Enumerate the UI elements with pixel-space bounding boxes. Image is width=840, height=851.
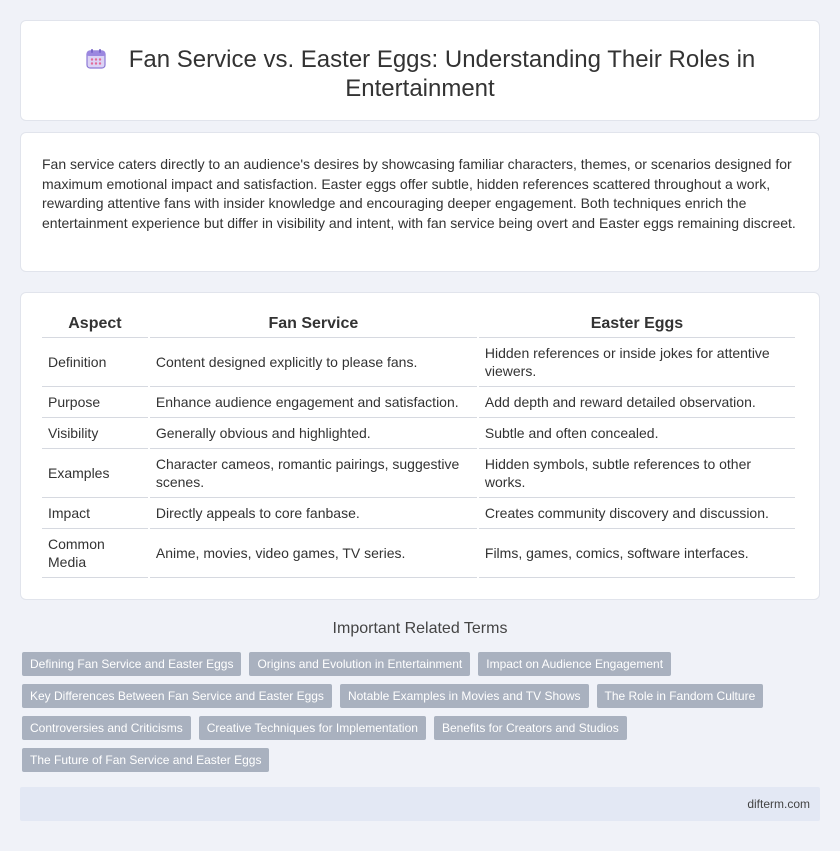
header-aspect: Aspect bbox=[42, 312, 148, 338]
tag-row bbox=[22, 652, 822, 684]
intro-card bbox=[20, 132, 820, 272]
table-row bbox=[42, 498, 795, 529]
related-term-tag[interactable]: Key Differences Between Fan Service and Easter Eggs bbox=[22, 684, 332, 708]
comparison-table-card bbox=[20, 292, 820, 600]
related-terms-list bbox=[22, 652, 822, 780]
cell-easter-eggs: Hidden references or inside jokes for attentive viewers. bbox=[479, 338, 795, 387]
calendar-icon bbox=[85, 48, 107, 70]
cell-fan-service: Anime, movies, video games, TV series. bbox=[150, 529, 477, 578]
comparison-table bbox=[40, 312, 797, 578]
related-term-tag[interactable]: Benefits for Creators and Studios bbox=[434, 716, 627, 740]
cell-aspect: Common Media bbox=[42, 529, 148, 578]
cell-easter-eggs: Creates community discovery and discussion. bbox=[479, 498, 795, 529]
tag-row bbox=[22, 748, 822, 780]
related-term-tag[interactable]: Impact on Audience Engagement bbox=[478, 652, 671, 676]
table-row bbox=[42, 529, 795, 578]
cell-aspect: Visibility bbox=[42, 418, 148, 449]
cell-fan-service: Generally obvious and highlighted. bbox=[150, 418, 477, 449]
related-terms-heading: Important Related Terms bbox=[332, 620, 508, 637]
cell-fan-service: Content designed explicitly to please fans. bbox=[150, 338, 477, 387]
related-term-tag[interactable]: Controversies and Criticisms bbox=[22, 716, 191, 740]
tag-row bbox=[22, 684, 822, 716]
cell-fan-service: Enhance audience engagement and satisfaction. bbox=[150, 387, 477, 418]
cell-aspect: Examples bbox=[42, 449, 148, 498]
title-text: Fan Service vs. Easter Eggs: Understanding Their Roles in Entertainment bbox=[128, 46, 756, 102]
table-row bbox=[42, 387, 795, 418]
header-easter-eggs: Easter Eggs bbox=[479, 312, 795, 338]
intro-paragraph: Fan service caters directly to an audience's desires by showcasing familiar characters, themes, or scenarios designed for maximum emotional impact and satisfaction. Easter eggs offer subtle, hidden references scattered throughout a work, rewarding attentive fans with insider knowledge and encouraging deeper engagement. Both techniques enrich the entertainment experience but differ in visibility and intent, with fan service being overt and Easter eggs remaining discreet. bbox=[42, 156, 796, 231]
cell-easter-eggs: Subtle and often concealed. bbox=[479, 418, 795, 449]
related-term-tag[interactable]: Creative Techniques for Implementation bbox=[199, 716, 426, 740]
cell-easter-eggs: Films, games, comics, software interfaces. bbox=[479, 529, 795, 578]
cell-easter-eggs: Hidden symbols, subtle references to other works. bbox=[479, 449, 795, 498]
header-fan-service: Fan Service bbox=[150, 312, 477, 338]
table-row bbox=[42, 338, 795, 387]
related-term-tag[interactable]: Defining Fan Service and Easter Eggs bbox=[22, 652, 241, 676]
table-row bbox=[42, 449, 795, 498]
related-term-tag[interactable]: Origins and Evolution in Entertainment bbox=[249, 652, 470, 676]
related-term-tag[interactable]: Notable Examples in Movies and TV Shows bbox=[340, 684, 589, 708]
table-header-row bbox=[42, 312, 795, 338]
footer bbox=[20, 787, 820, 821]
footer-site-link[interactable]: difterm.com bbox=[747, 797, 810, 811]
related-term-tag[interactable]: The Future of Fan Service and Easter Eggs bbox=[22, 748, 269, 772]
cell-fan-service: Directly appeals to core fanbase. bbox=[150, 498, 477, 529]
cell-aspect: Definition bbox=[42, 338, 148, 387]
table-row bbox=[42, 418, 795, 449]
cell-fan-service: Character cameos, romantic pairings, suggestive scenes. bbox=[150, 449, 477, 498]
page-title bbox=[21, 21, 819, 103]
header-card bbox=[20, 20, 820, 121]
cell-aspect: Impact bbox=[42, 498, 148, 529]
cell-easter-eggs: Add depth and reward detailed observation. bbox=[479, 387, 795, 418]
related-term-tag[interactable]: The Role in Fandom Culture bbox=[597, 684, 764, 708]
tag-row bbox=[22, 716, 822, 748]
cell-aspect: Purpose bbox=[42, 387, 148, 418]
